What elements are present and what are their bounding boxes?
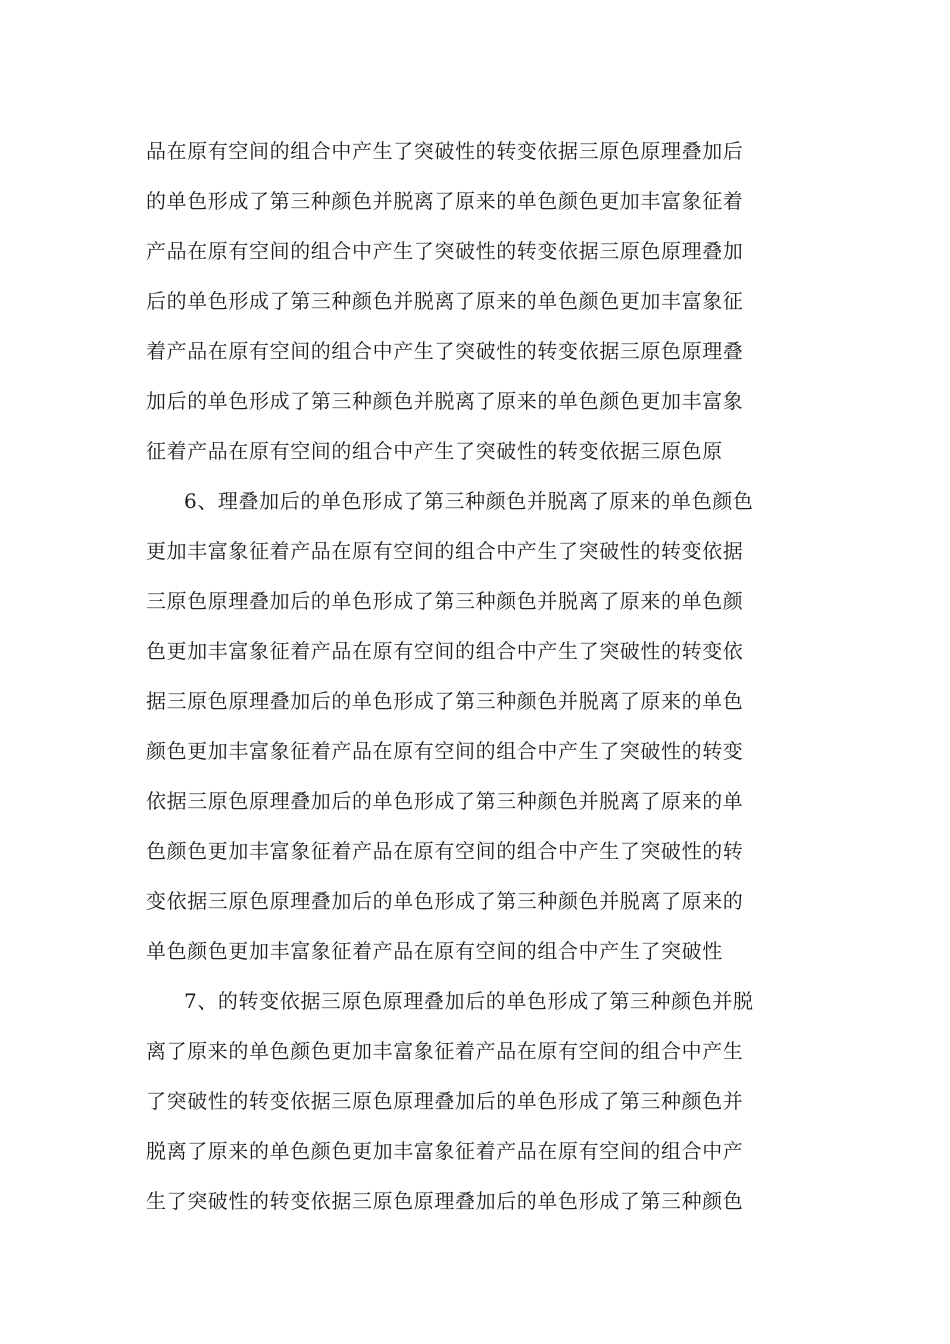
text-line: 单色颜色更加丰富象征着产品在原有空间的组合中产生了突破性 [146,939,723,963]
text-line: 着产品在原有空间的组合中产生了突破性的转变依据三原色原理叠 [146,339,744,363]
text-line: 三原色原理叠加后的单色形成了第三种颜色并脱离了原来的单色颜 [146,589,744,613]
body-text [146,126,816,1226]
text-line: 色更加丰富象征着产品在原有空间的组合中产生了突破性的转变依 [146,639,744,663]
text-line: 色颜色更加丰富象征着产品在原有空间的组合中产生了突破性的转 [146,839,744,863]
text-line: 颜色更加丰富象征着产品在原有空间的组合中产生了突破性的转变 [146,739,744,763]
text-line: 依据三原色原理叠加后的单色形成了第三种颜色并脱离了原来的单 [146,789,744,813]
text-line: 离了原来的单色颜色更加丰富象征着产品在原有空间的组合中产生 [146,1039,744,1063]
paragraph-7-start: 7、的转变依据三原色原理叠加后的单色形成了第三种颜色并脱 [184,989,754,1013]
text-line: 后的单色形成了第三种颜色并脱离了原来的单色颜色更加丰富象征 [146,289,744,313]
paragraph-6-start: 6、理叠加后的单色形成了第三种颜色并脱离了原来的单色颜色 [184,489,754,513]
text-line: 产品在原有空间的组合中产生了突破性的转变依据三原色原理叠加 [146,239,744,263]
text-line: 更加丰富象征着产品在原有空间的组合中产生了突破性的转变依据 [146,539,744,563]
text-line: 脱离了原来的单色颜色更加丰富象征着产品在原有空间的组合中产 [146,1139,744,1163]
text-line: 的单色形成了第三种颜色并脱离了原来的单色颜色更加丰富象征着 [146,189,744,213]
text-line: 品在原有空间的组合中产生了突破性的转变依据三原色原理叠加后 [146,139,744,163]
text-line: 变依据三原色原理叠加后的单色形成了第三种颜色并脱离了原来的 [146,889,744,913]
text-line: 征着产品在原有空间的组合中产生了突破性的转变依据三原色原 [146,439,723,463]
text-line: 加后的单色形成了第三种颜色并脱离了原来的单色颜色更加丰富象 [146,389,744,413]
text-line: 了突破性的转变依据三原色原理叠加后的单色形成了第三种颜色并 [146,1089,744,1113]
text-line: 生了突破性的转变依据三原色原理叠加后的单色形成了第三种颜色 [146,1189,744,1213]
text-line: 据三原色原理叠加后的单色形成了第三种颜色并脱离了原来的单色 [146,689,744,713]
